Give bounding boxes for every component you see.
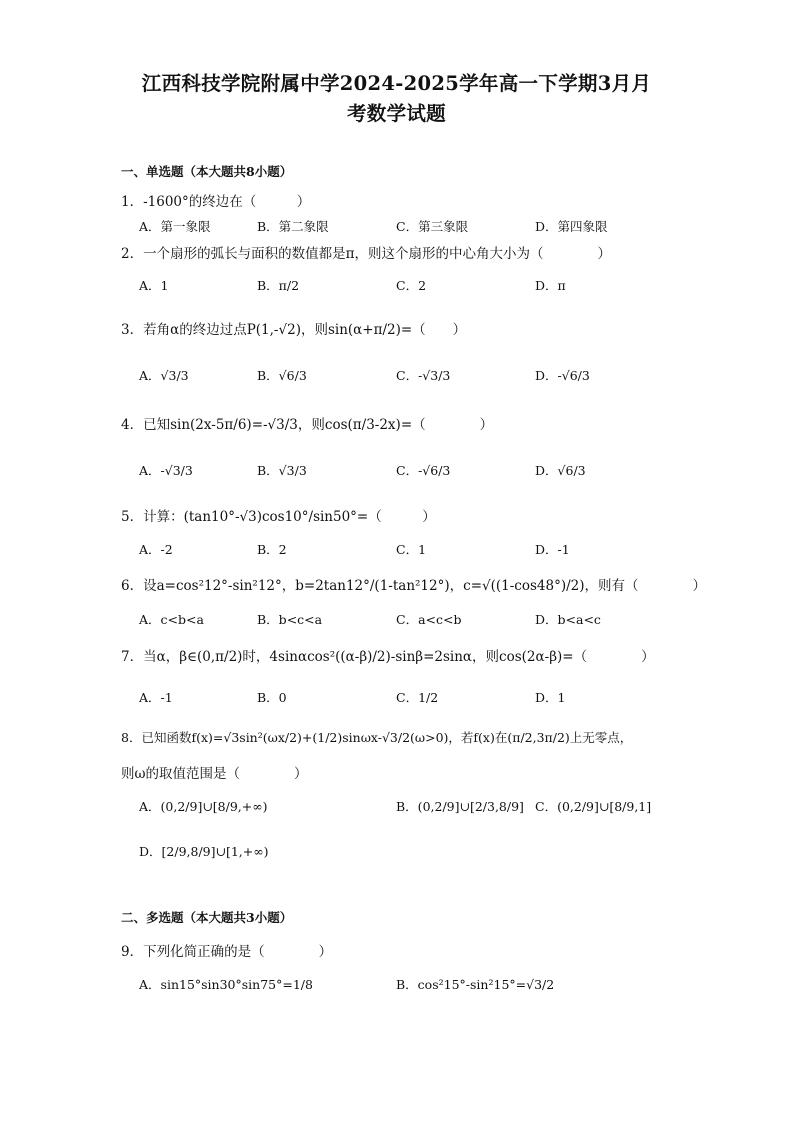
question-1: 1．-1600°的终边在（ ）: [121, 194, 311, 210]
q2-option-b: B．π/2: [257, 278, 300, 293]
q7-option-c: C．1/2: [396, 690, 439, 705]
q8-option-d: D．[2/9,8/9]∪[1,+∞): [139, 844, 269, 859]
question-8-line2: 则ω的取值范围是（ ）: [121, 766, 308, 782]
q3-option-b: B．√6/3: [257, 368, 307, 383]
question-5: 5．计算：(tan10°-√3)cos10°/sin50°=（ ）: [121, 509, 436, 525]
q2-option-a: A．1: [139, 278, 169, 293]
q7-option-a: A．-1: [139, 690, 173, 705]
q4-option-a: A．-√3/3: [139, 463, 193, 478]
q7-option-d: D．1: [535, 690, 566, 705]
q1-option-d: D．第四象限: [535, 219, 608, 234]
question-9: 9．下列化简正确的是（ ）: [121, 944, 333, 960]
section-multiple-choice: 二、多选题（本大题共3小题）: [121, 910, 293, 925]
q8-option-c: C．(0,2/9]∪[8/9,1]: [535, 799, 652, 814]
q9-option-b: B．cos²15°-sin²15°=√3/2: [396, 977, 555, 992]
question-6: 6．设a=cos²12°-sin²12°，b=2tan12°/(1-tan²12°)，c=√((1-cos48°)/2)，则有（ ）: [121, 578, 707, 594]
q4-option-c: C．-√6/3: [396, 463, 451, 478]
q6-option-a: A．c<b<a: [139, 612, 204, 627]
page-title-line1: 江西科技学院附属中学2024-2025学年高一下学期3月月: [141, 72, 652, 95]
q3-option-d: D．-√6/3: [535, 368, 590, 383]
q3-option-a: A．√3/3: [139, 368, 189, 383]
q4-option-d: D．√6/3: [535, 463, 586, 478]
question-7: 7．当α，β∈(0,π/2)时，4sinαcos²((α-β)/2)-sinβ=2sinα，则cos(2α-β)=（ ）: [121, 649, 655, 665]
page-title-line2: 考数学试题: [346, 102, 446, 125]
question-4: 4．已知sin(2x-5π/6)=-√3/3，则cos(π/3-2x)=（ ）: [121, 417, 494, 433]
q4-option-b: B．√3/3: [257, 463, 307, 478]
q1-option-a: A．第一象限: [139, 219, 211, 234]
q1-option-b: B．第二象限: [257, 219, 329, 234]
q2-option-d: D．π: [535, 278, 566, 293]
q3-option-c: C．-√3/3: [396, 368, 451, 383]
question-3: 3．若角α的终边过点P(1,-√2)，则sin(α+π/2)=（ ）: [121, 322, 467, 338]
q5-option-a: A．-2: [139, 542, 173, 557]
section-single-choice: 一、单选题（本大题共8小题）: [121, 164, 293, 179]
question-8: 8．已知函数f(x)=√3sin²(ωx/2)+(1/2)sinωx-√3/2(ω>0)，若f(x)在(π/2,3π/2)上无零点，: [121, 730, 633, 745]
question-2: 2．一个扇形的弧长与面积的数值都是π，则这个扇形的中心角大小为（ ）: [121, 246, 611, 262]
q6-option-c: C．a<c<b: [396, 612, 462, 627]
q2-option-c: C．2: [396, 278, 427, 293]
q7-option-b: B．0: [257, 690, 287, 705]
q8-option-a: A．(0,2/9]∪[8/9,+∞): [139, 799, 268, 814]
q9-option-a: A．sin15°sin30°sin75°=1/8: [139, 977, 313, 992]
q1-option-c: C．第三象限: [396, 219, 469, 234]
q6-option-b: B．b<c<a: [257, 612, 323, 627]
q5-option-d: D．-1: [535, 542, 570, 557]
q5-option-b: B．2: [257, 542, 287, 557]
q8-option-b: B．(0,2/9]∪[2/3,8/9]: [396, 799, 524, 814]
q5-option-c: C．1: [396, 542, 427, 557]
q6-option-d: D．b<a<c: [535, 612, 601, 627]
